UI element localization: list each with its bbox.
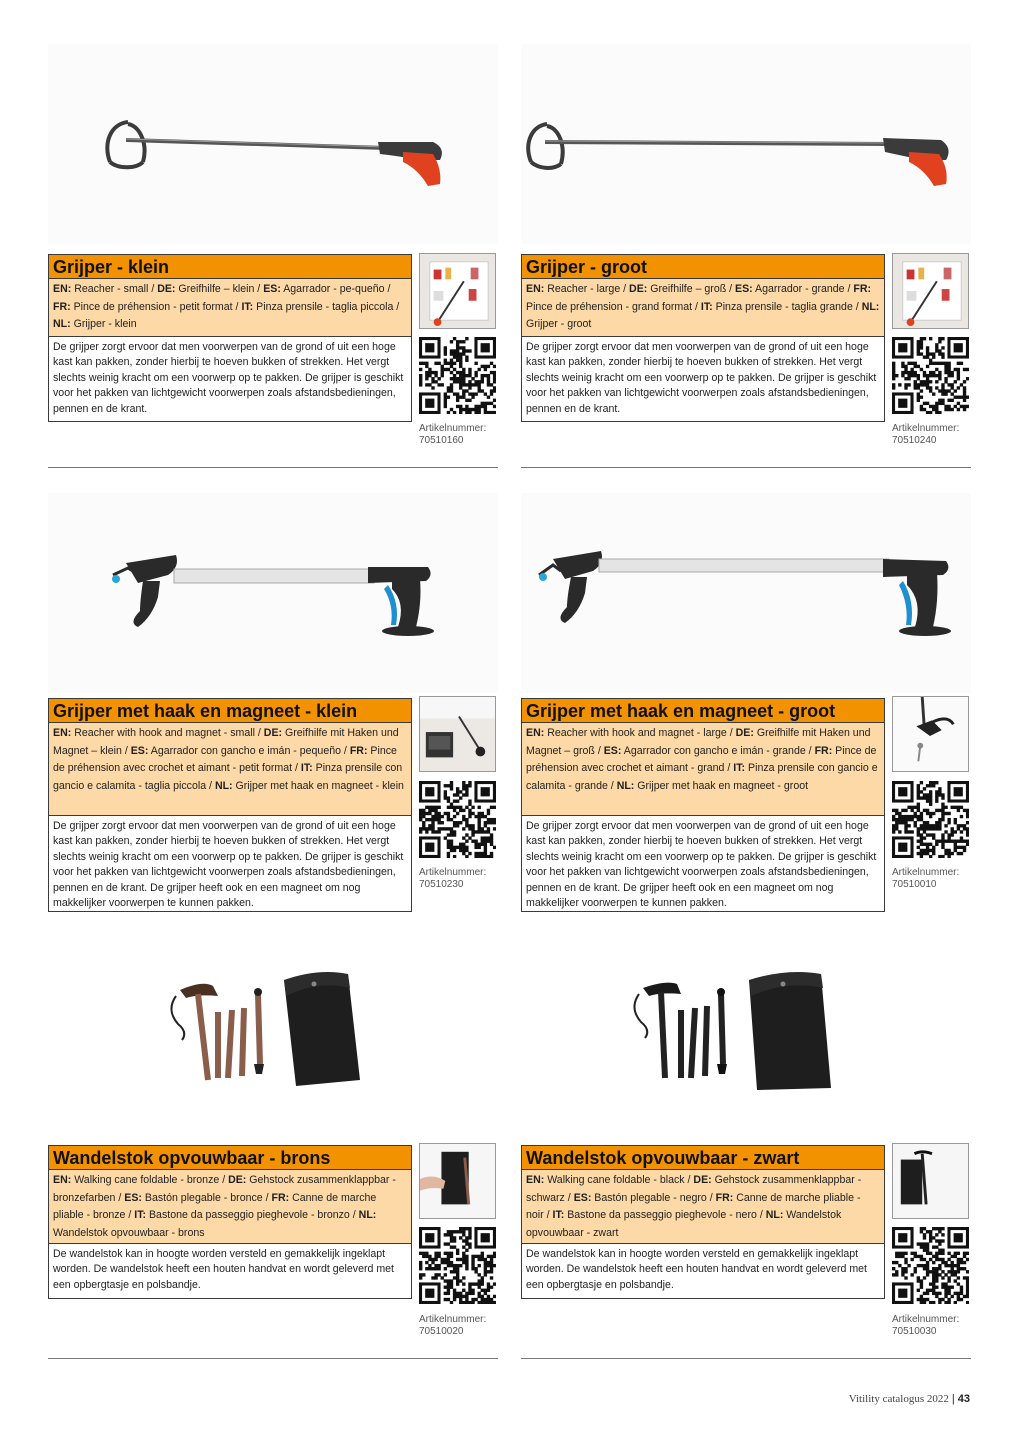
language-code: FR:	[53, 300, 71, 313]
qr-code[interactable]	[892, 1227, 969, 1304]
translation-text: Wandelstok opvouwbaar - brons	[53, 1226, 205, 1239]
language-code: EN:	[526, 1174, 545, 1186]
language-code: DE:	[629, 283, 648, 295]
language-code: DE:	[693, 1174, 712, 1186]
translation-text: Greifhilfe – groß /	[647, 283, 736, 295]
product-thumbnail	[419, 1143, 496, 1219]
language-code: IT:	[134, 1209, 147, 1221]
translation-text: Agarrador con gancho e imán - pequeño /	[148, 744, 350, 757]
language-code: IT:	[733, 762, 746, 774]
language-code: FR:	[715, 1191, 734, 1204]
translation-text: Pinza prensile con gancio e calamita - taglia piccola /	[53, 762, 403, 792]
language-code: NL:	[214, 779, 233, 792]
language-code: IT:	[552, 1209, 565, 1221]
language-code: IT:	[300, 762, 313, 774]
language-code: IT:	[700, 300, 713, 313]
language-code: EN:	[526, 727, 545, 739]
folding-cane-bronze-image	[48, 940, 498, 1140]
language-code: EN:	[53, 283, 72, 295]
translation-text: Reacher with hook and magnet - small /	[71, 727, 264, 739]
divider	[521, 467, 971, 468]
translation-text: Reacher - small /	[71, 283, 158, 295]
product-thumbnail	[419, 696, 496, 772]
translation-text: Grijper - klein	[70, 318, 137, 330]
translation-text: Bastón plegable - negro /	[591, 1191, 716, 1204]
language-code: FR:	[271, 1191, 290, 1204]
product-thumbnail	[419, 253, 496, 329]
language-code: ES:	[263, 283, 281, 295]
language-code: ES:	[130, 744, 149, 757]
language-code: IT:	[241, 300, 254, 313]
qr-code[interactable]	[419, 337, 496, 414]
language-code: NL:	[765, 1209, 784, 1221]
translation-text: Bastone da passeggio pieghevole - bronzo /	[146, 1209, 359, 1221]
product-description: De grijper zorgt ervoor dat men voorwerpen van de grond of uit een hoge kast kan pakken, zonder hierbij te hoeven bukken of strekken. Het vergt slechts weinig kracht om een voorwerp op te pakken. De grijper is geschikt voor het pakken van lichtgewicht voorwerpen zoals afstandsbedieningen, pennen en de krant. De grijper heeft ook en een magneet om nog makkelijker voorwerpen te kunnen pakken.	[48, 816, 412, 912]
translation-text: Grijper met haak en magneet - klein	[232, 779, 404, 792]
language-code: EN:	[53, 1174, 72, 1186]
product-description: De grijper zorgt ervoor dat men voorwerpen van de grond of uit een hoge kast kan pakken, zonder hierbij te hoeven bukken of strekken. Het vergt slechts weinig kracht om een voorwerp op te pakken. De grijper is geschikt voor het pakken van lichtgewicht voorwerpen zoals afstandsbedieningen, pennen en de krant.	[521, 337, 885, 422]
product-translations	[48, 1170, 412, 1244]
product-photo	[521, 44, 971, 244]
product-description: De grijper zorgt ervoor dat men voorwerpen van de grond of uit een hoge kast kan pakken, zonder hierbij te hoeven bukken of strekken. Het vergt slechts weinig kracht om een voorwerp op te pakken. De grijper is geschikt voor het pakken van lichtgewicht voorwerpen zoals afstandsbedieningen, pennen en de krant.	[48, 337, 412, 422]
language-code: ES:	[603, 744, 622, 757]
product-title: Wandelstok opvouwbaar - brons	[48, 1145, 412, 1170]
translation-text: Bastón plegable - bronce /	[141, 1191, 272, 1204]
language-code: ES:	[573, 1191, 592, 1204]
translation-text: Pinza prensile - taglia piccola /	[253, 300, 400, 313]
translation-text: Wandelstok opvouwbaar - zwart	[526, 1209, 842, 1239]
translation-text: Agarrador - grande /	[752, 283, 854, 295]
translation-text: Walking cane foldable - black /	[544, 1174, 694, 1186]
product-photo	[48, 44, 498, 244]
product-photo	[521, 493, 971, 693]
product-photo	[521, 940, 971, 1140]
language-code: FR:	[853, 283, 872, 295]
product-title: Wandelstok opvouwbaar - zwart	[521, 1145, 885, 1170]
translation-text: Pinza prensile con gancio e calamita - grande /	[526, 762, 878, 792]
product-description: De wandelstok kan in hoogte worden versteld en gemakkelijk ingeklapt worden. De wandelstok heeft een houten handvat en wordt geleverd met een opbergtasje en polsbandje.	[521, 1244, 885, 1299]
reacher-orange-large-image	[521, 44, 971, 244]
translation-text: Reacher - large /	[544, 283, 630, 295]
divider	[48, 1358, 498, 1359]
language-code: NL:	[53, 318, 71, 330]
product-translations	[521, 723, 885, 816]
translation-text: Agarrador - pe-queño /	[280, 283, 391, 295]
reacher-blue-small-image	[48, 493, 498, 693]
language-code: FR:	[349, 744, 368, 757]
translation-text: Greifhilfe – klein /	[175, 283, 264, 295]
catalog-name: Vitility catalogus 2022	[848, 1393, 949, 1405]
language-code: EN:	[53, 727, 72, 739]
language-code: EN:	[526, 283, 545, 295]
translation-text: Gehstock zusammenklappbar - bronzefarben /	[53, 1174, 396, 1204]
product-photo	[48, 940, 498, 1140]
divider	[521, 1358, 971, 1359]
translation-text: Pince de préhension avec crochet et aimant - grand /	[526, 744, 877, 774]
article-number: Artikelnummer: 70510160	[419, 423, 487, 446]
product-translations	[48, 279, 412, 337]
qr-code[interactable]	[419, 781, 496, 858]
product-title: Grijper - klein	[48, 254, 412, 279]
product-thumbnail	[892, 1143, 969, 1219]
reacher-blue-large-image	[521, 493, 971, 693]
language-code: DE:	[735, 727, 754, 739]
product-title: Grijper met haak en magneet - groot	[521, 698, 885, 723]
translation-text: Grijper - groot	[526, 318, 592, 330]
language-code: FR:	[814, 744, 833, 757]
language-code: ES:	[124, 1191, 142, 1204]
qr-code[interactable]	[892, 781, 969, 858]
translation-text: Agarrador con gancho e imán - grande /	[621, 744, 815, 757]
translation-text: Greifhilfe mit Haken und Magnet – groß /	[526, 727, 871, 757]
translation-text: Canne de marche pliable - noir /	[526, 1191, 861, 1221]
language-code: NL:	[358, 1209, 377, 1221]
product-translations	[521, 1170, 885, 1244]
article-number: Artikelnummer: 70510030	[892, 1314, 960, 1337]
product-description: De wandelstok kan in hoogte worden versteld en gemakkelijk ingeklapt worden. De wandelstok heeft een houten handvat en wordt geleverd met een opbergtasje en polsbandje.	[48, 1244, 412, 1299]
article-number: Artikelnummer: 70510020	[419, 1314, 487, 1337]
translation-text: Pince de préhension - petit format /	[70, 300, 242, 313]
product-title: Grijper - groot	[521, 254, 885, 279]
reacher-orange-small-image	[48, 44, 498, 244]
language-code: ES:	[735, 283, 753, 295]
folding-cane-black-image	[521, 940, 971, 1140]
translation-text: Greifhilfe mit Haken und Magnet – klein /	[53, 727, 399, 757]
translation-text: Grijper met haak en magneet - groot	[634, 779, 809, 792]
article-number: Artikelnummer: 70510010	[892, 867, 960, 890]
language-code: DE:	[263, 727, 283, 739]
product-description: De grijper zorgt ervoor dat men voorwerpen van de grond of uit een hoge kast kan pakken, zonder hierbij te hoeven bukken of strekken. Het vergt slechts weinig kracht om een voorwerp op te pakken. De grijper is geschikt voor het pakken van lichtgewicht voorwerpen zoals afstandsbedieningen, pennen en de krant. De grijper heeft ook en een magneet om nog makkelijker voorwerpen te kunnen pakken.	[521, 816, 885, 912]
qr-code[interactable]	[892, 337, 969, 414]
translation-text: Bastone da passeggio pieghevole - nero /	[564, 1209, 766, 1221]
translation-text: Walking cane foldable - bronze /	[71, 1174, 229, 1186]
divider	[48, 467, 498, 468]
product-thumbnail	[892, 696, 969, 772]
product-translations	[48, 723, 412, 816]
language-code: DE:	[157, 283, 176, 295]
translation-text: Pinza prensile - taglia grande /	[712, 300, 862, 313]
article-number: Artikelnummer: 70510230	[419, 867, 487, 890]
article-number: Artikelnummer: 70510240	[892, 423, 960, 446]
footer-separator: |	[951, 1393, 955, 1405]
translation-text: Reacher with hook and magnet - large /	[544, 727, 736, 739]
product-translations	[521, 279, 885, 337]
page-footer	[849, 1393, 970, 1405]
page-number: 43	[957, 1393, 970, 1405]
language-code: DE:	[228, 1174, 247, 1186]
language-code: NL:	[861, 300, 880, 313]
product-thumbnail	[892, 253, 969, 329]
qr-code[interactable]	[419, 1227, 496, 1304]
translation-text: Pince de préhension avec crochet et aimant - petit format /	[53, 744, 397, 774]
translation-text: Gehstock zusammenklappbar - schwarz /	[526, 1174, 862, 1204]
translation-text: Pince de préhension - grand format /	[526, 300, 701, 313]
language-code: NL:	[616, 779, 635, 792]
product-photo	[48, 493, 498, 693]
product-title: Grijper met haak en magneet - klein	[48, 698, 412, 723]
translation-text: Canne de marche pliable - bronze /	[53, 1191, 377, 1221]
